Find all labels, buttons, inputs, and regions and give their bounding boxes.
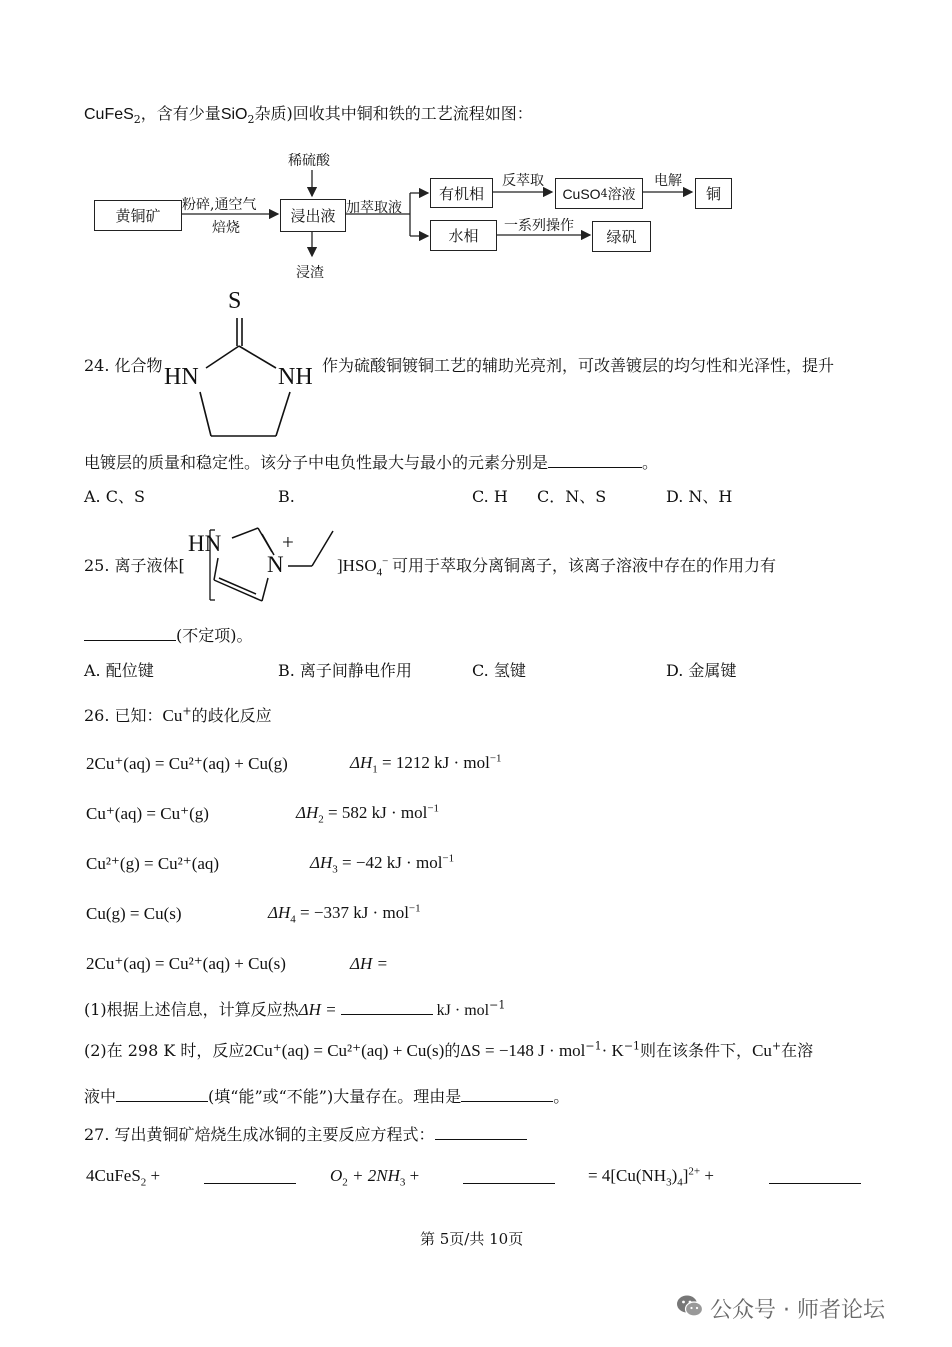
atom-s: S <box>228 288 242 314</box>
charge-plus: + <box>282 530 294 554</box>
green-vitriol-label: 绿矾 <box>606 228 637 246</box>
reactant-o2: O <box>330 1166 343 1185</box>
q26-part2-text: 在溶 <box>781 1041 814 1060</box>
atom-hn: HN <box>164 364 199 390</box>
watermark-text: 公众号 · 师者论坛 <box>710 1298 885 1323</box>
q25-option-d[interactable]: D. 金属键 <box>666 661 737 680</box>
step1-bottom-label: 焙烧 <box>212 220 240 236</box>
subscript: 2 <box>140 1176 147 1189</box>
delta-h-symbol: ΔH <box>268 903 291 922</box>
equation-4: Cu(g) = Cu(s) <box>86 904 182 923</box>
product-complex: = 4[Cu(NH <box>588 1166 667 1185</box>
delta-h-symbol: ΔH <box>296 803 319 822</box>
superscript: −1 <box>585 1039 602 1053</box>
page-number: 第 5页/共 10页 <box>420 1230 524 1248</box>
subscript: 3 <box>666 1176 672 1189</box>
cuso4-tail: 溶液 <box>607 186 636 203</box>
delta-h-value: = 1212 kJ · mol <box>377 753 490 772</box>
q26-part2-text: 则在该条件下， <box>640 1041 753 1060</box>
superscript: −1 <box>489 998 506 1012</box>
q26-part1 <box>84 998 505 1021</box>
superscript: −1 <box>427 802 440 815</box>
q25-lead: 25. 离子液体[ <box>84 556 185 575</box>
superscript: + <box>771 1039 782 1053</box>
delta-h-symbol: ΔH = <box>298 1000 337 1019</box>
q26-part2 <box>84 1041 813 1061</box>
q26-lead-text: 26. 已知： <box>84 706 163 725</box>
q25-option-a[interactable]: A. 配位键 <box>84 661 154 680</box>
delta-h-value: = −337 kJ · mol <box>295 903 409 922</box>
cu-ion: Cu <box>162 706 183 725</box>
delta-h2 <box>296 802 439 824</box>
cuso4-box: CuSO 4 溶液 <box>555 178 643 209</box>
equation-5: 2Cu⁺(aq) = Cu²⁺(aq) + Cu(s) <box>86 954 286 973</box>
q26-part2-text: 的 <box>444 1041 461 1060</box>
q24-option-c[interactable]: C. H <box>472 487 508 506</box>
subscript: 3 <box>399 1176 406 1189</box>
aqueous-label: 水相 <box>448 227 479 245</box>
q24-text2: 电镀层的质量和稳定性。该分子中电负性最大与最小的元素分别是 <box>84 453 549 472</box>
intro-text: ，含有少量 <box>140 104 221 123</box>
answer-blank[interactable] <box>341 998 433 1015</box>
q24-option-d[interactable]: D. N、H <box>666 487 733 506</box>
ore-label: 黄铜矿 <box>115 207 161 225</box>
delta-h1 <box>350 752 502 774</box>
q25-option-b[interactable]: B. 离子间静电作用 <box>278 661 412 680</box>
delta-h-symbol: ΔH <box>310 853 333 872</box>
q24-option-c2[interactable]: C．N、S <box>537 487 607 506</box>
superscript: −1 <box>408 902 421 915</box>
equation-3: Cu²⁺(g) = Cu²⁺(aq) <box>86 854 220 873</box>
period: 。 <box>553 1087 570 1106</box>
q25-line2 <box>84 624 253 646</box>
subscript: 2 <box>247 113 255 127</box>
subscript: 1 <box>372 763 378 776</box>
answer-blank[interactable] <box>84 624 176 641</box>
reactant-nh3: + 2NH <box>347 1166 400 1185</box>
q27-eq-a <box>86 1165 160 1187</box>
subscript: 4 <box>290 913 296 926</box>
step1-top-label: 粉碎,通空气 <box>182 197 257 213</box>
cu-ion: Cu <box>752 1041 772 1060</box>
acid-label: 稀硫酸 <box>288 153 330 169</box>
superscript: − <box>382 555 389 568</box>
q27-text: 27. 写出黄铜矿焙烧生成冰铜的主要反应方程式： <box>84 1125 435 1144</box>
series-ops-label: 一系列操作 <box>504 218 574 234</box>
atom-nh: NH <box>278 364 313 390</box>
subscript: 2 <box>133 113 141 127</box>
wechat-icon <box>676 1292 704 1320</box>
delta-h-value: = 582 kJ · mol <box>323 803 428 822</box>
coefficient-blank-2[interactable] <box>463 1183 555 1184</box>
q27-eq-c <box>588 1165 714 1187</box>
q26-part1-text: (1)根据上述信息，计算反应热 <box>84 1000 299 1019</box>
kelvin: · K <box>601 1041 624 1060</box>
reactant-cufes2: 4CuFeS <box>86 1166 141 1185</box>
equation-1: 2Cu⁺(aq) = Cu²⁺(aq) + Cu(g) <box>86 754 288 773</box>
q24-lead: 24. 化合物 <box>84 356 163 375</box>
plus: + <box>405 1166 420 1185</box>
formula-sio2: SiO <box>220 106 248 123</box>
q27-eq-b <box>330 1165 419 1187</box>
delta-h-symbol: ΔH <box>350 753 373 772</box>
subscript: 2 <box>318 813 324 826</box>
organic-label: 有机相 <box>438 184 484 203</box>
superscript: −1 <box>442 852 455 865</box>
superscript: 2+ <box>688 1165 701 1178</box>
unit: kJ · mol <box>436 1002 490 1019</box>
q25-text: 可用于萃取分离铜离子，该离子溶液中存在的作用力有 <box>392 556 777 575</box>
q24-text: 作为硫酸铜镀铜工艺的辅助光亮剂，可改善镀层的均匀性和光泽性，提升 <box>322 356 835 375</box>
delta-h-symbol: ΔH = <box>350 954 388 973</box>
q25-option-c[interactable]: C. 氢键 <box>472 661 526 680</box>
answer-blank[interactable] <box>461 1085 553 1102</box>
anion-hso4: ]HSO <box>337 556 377 575</box>
atom-n: N <box>267 552 284 577</box>
intro-text: 杂质)回收其中铜和铁的工艺流程如图： <box>254 104 533 123</box>
reaction: 2Cu⁺(aq) = Cu²⁺(aq) + Cu(s) <box>244 1041 445 1060</box>
q25-text2: (不定项)。 <box>176 626 253 645</box>
subscript: 3 <box>332 863 338 876</box>
period: 。 <box>642 453 659 472</box>
bracket: ] <box>682 1166 689 1185</box>
delta-s: ΔS = −148 J · mol <box>460 1041 586 1060</box>
q26-lead-tail: 的歧化反应 <box>191 706 272 725</box>
coefficient-blank-3[interactable] <box>769 1183 861 1184</box>
delta-h4 <box>268 902 421 924</box>
plus: + <box>700 1166 714 1185</box>
subscript: 2 <box>342 1176 348 1189</box>
delta-h3 <box>310 852 454 874</box>
delta-h-target <box>350 953 388 975</box>
residue-label: 浸渣 <box>296 265 324 281</box>
plus: + <box>146 1166 161 1185</box>
formula-cufes2: CuFeS <box>84 106 134 123</box>
superscript: + <box>182 704 192 718</box>
cuso4-formula: CuSO <box>562 185 601 202</box>
q26-part2-text: (填“能”或“不能”)大量存在。理由是 <box>208 1087 462 1106</box>
q26-lead <box>84 705 272 727</box>
coefficient-blank-1[interactable] <box>204 1183 296 1184</box>
delta-h-value: = −42 kJ · mol <box>337 853 443 872</box>
q24-option-a[interactable]: A. C、S <box>84 487 145 506</box>
equation-2: Cu⁺(aq) = Cu⁺(g) <box>86 804 209 823</box>
copper-label: 铜 <box>705 185 721 203</box>
q25-anion <box>337 555 388 577</box>
back-extract-label: 反萃取 <box>502 173 544 189</box>
q26-part2-line2 <box>84 1085 569 1107</box>
q27-line1 <box>84 1123 527 1145</box>
subscript: 4 <box>376 566 383 579</box>
superscript: −1 <box>623 1039 641 1053</box>
paren: ) <box>671 1166 678 1185</box>
q24-option-b[interactable]: B. <box>278 487 295 506</box>
superscript: −1 <box>489 752 502 765</box>
q26-part2-text: (2)在 298 K 时，反应 <box>84 1041 245 1060</box>
answer-blank[interactable] <box>116 1085 208 1102</box>
q26-part2-text: 液中 <box>84 1087 117 1106</box>
answer-blank[interactable] <box>435 1123 527 1140</box>
extract-label: 加萃取液 <box>346 200 402 216</box>
electrolysis-label: 电解 <box>654 173 682 189</box>
leach-label: 浸出液 <box>290 207 336 225</box>
atom-hn: HN <box>188 531 222 556</box>
subscript: 4 <box>677 1176 683 1189</box>
